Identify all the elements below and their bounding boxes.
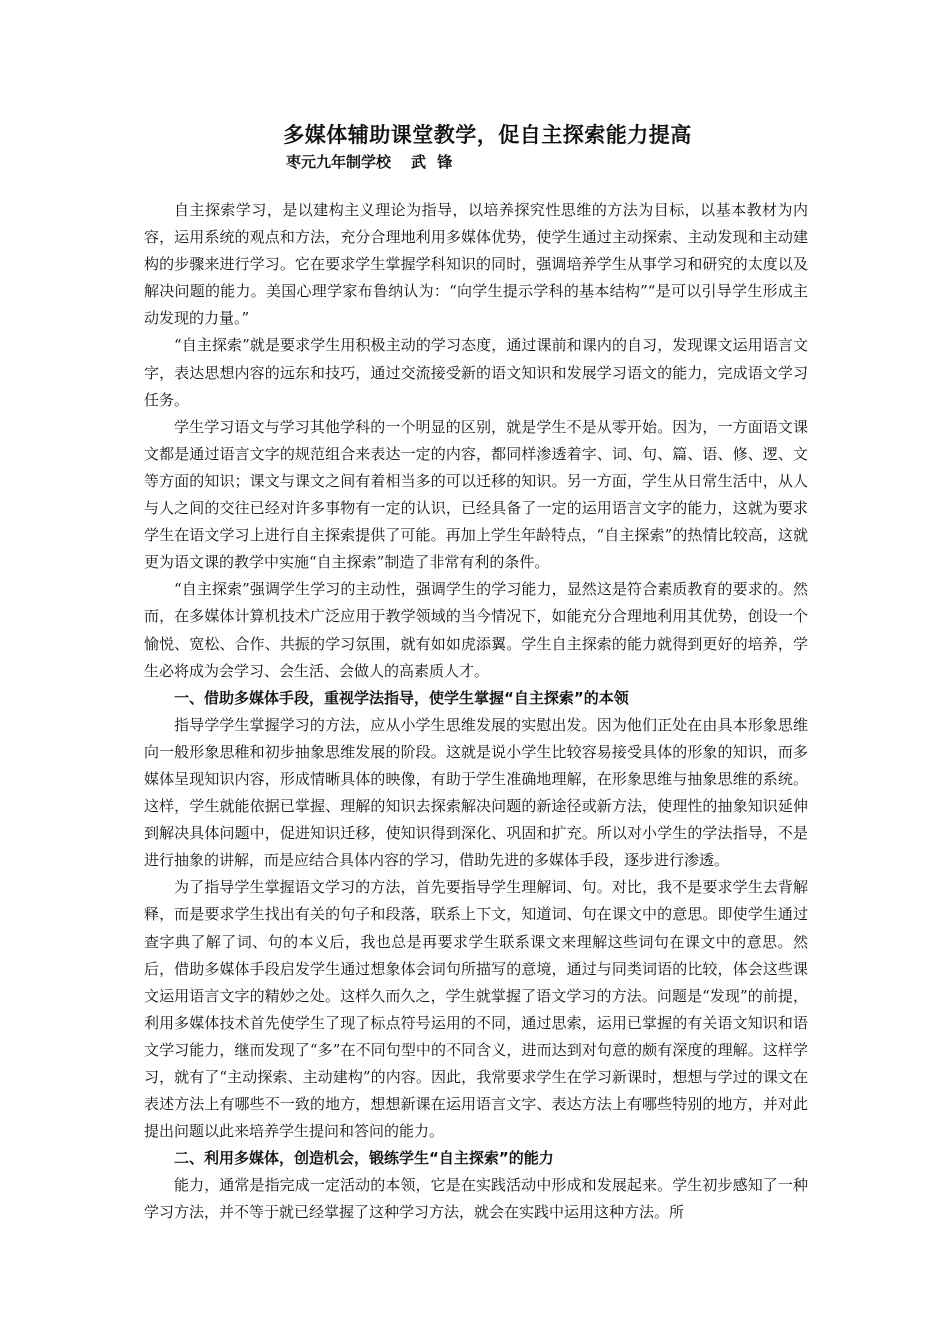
article-body: [144, 197, 808, 1227]
paragraph-ability: 能力，通常是指完成一定活动的本领，它是在实践活动中形成和发展起来。学生初步感知了一种学习方法，并不等于就已经掌握了这种学习方法，就会在实践中运用这种方法。所: [144, 1176, 808, 1222]
paragraph-intro: 自主探索学习，是以建构主义理论为指导，以培养探究性思维的方法为目标，以基本教材为内容，运用系统的观点和方法，充分合理地利用多媒体优势，使学生通过主动探索、主动发现和主动建构的步骤来进行学习。它在要求学生掌握学科知识的同时，强调培养学生从事学习和研究的太度以及解决问题的能力。美国心理学家布鲁纳认为：“向学生提示学科的基本结构”“是可以引导学生形成主动发现的力量。”: [144, 201, 808, 328]
paragraph-words-sentences: 为了指导学生掌握语文学习的方法，首先要指导学生理解词、句。对比，我不是要求学生去背解释，而是要求学生找出有关的句子和段落，联系上下文，知道词、句在课文中的意思。即使学生通过查字典了解了词、句的本义后，我也总是再要求学生联系课文来理解这些词句在课文中的意思。然后，借助多媒体手段启发学生通过想象体会词句所描写的意境，通过与同类词语的比较，体会这些课文运用语言文字的精妙之处。这样久而久之，学生就掌握了语文学习的方法。问题是“发现”的前提，利用多媒体技术首先使学生了现了标点符号运用的不同，通过思索，运用已掌握的有关语文知识和语文学习能力，继而发现了“多”在不同句型中的不同含义，进而达到对句意的颇有深度的理解。这样学习，就有了“主动探索、主动建构”的内容。因此，我常要求学生在学习新课时，想想与学过的课文在表述方法上有哪些不一致的地方，想想新课在运用语言文字、表达方法上有哪些特别的地方，并对此提出问题以此来培养学生提问和答问的能力。: [144, 878, 808, 1141]
document-title: 多媒体辅助课堂教学，促自主探索能力提高: [283, 123, 692, 147]
school-name: 枣元九年制学校: [286, 153, 392, 171]
paragraph-multimedia: “自主探索”强调学生学习的主动性，强调学生的学习能力，显然这是符合素质教育的要求的。然而，在多媒体计算机技术广泛应用于教学领域的当今情况下，如能充分合理地利用其优势，创设一个愉悦、宽松、合作、共振的学习氛围，就有如如虎添翼。学生自主探索的能力就得到更好的培养，学生必将成为会学习、会生活、会做人的高素质人才。: [144, 580, 808, 680]
author-line: [286, 152, 455, 172]
section-heading-1: 一、借助多媒体手段，重视学法指导，使学生掌握“自主探索”的本领: [174, 688, 629, 707]
author-name: 武 锋: [411, 153, 456, 171]
paragraph-definition: “自主探索”就是要求学生用积极主动的学习态度，通过课前和课内的自习，发现课文运用语言文字，表达思想内容的远东和技巧，通过交流接受新的语文知识和发展学习语文的能力，完成语文学习任务。: [144, 336, 808, 409]
paragraph-difference: 学生学习语文与学习其他学科的一个明显的区别，就是学生不是从零开始。因为，一方面语文课文都是通过语言文字的规范组合来表达一定的内容，都同样渗透着字、词、句、篇、语、修、逻、文等方面的知识；课文与课文之间有着相当多的可以迁移的知识。另一方面，学生从日常生活中，从人与人之间的交往已经对许多事物有一定的认识，已经具备了一定的运用语言文字的能力，这就为要求学生在语文学习上进行自主探索提供了可能。再加上学生年龄特点，“自主探索”的热情比较高，这就更为语文课的教学中实施“自主探索”制造了非常有利的条件。: [144, 417, 808, 572]
paragraph-method-guidance: 指导学学生掌握学习的方法，应从小学生思维发展的实慰出发。因为他们正处在由具本形象思维向一般形象思稚和初步抽象思维发展的阶段。这就是说小学生比较容易接受具体的形象的知识，而多媒体呈现知识内容，形成情晰具体的映像，有助于学生准确地理解，在形象思维与抽象思维的系统。这样，学生就能依据已掌握、理解的知识去探索解决问题的新途径或新方法，使理性的抽象知识延伸到解决具体问题中，促进知识迁移，使知识得到深化、巩固和扩充。所以对小学生的学法指导，不是进行抽象的讲解，而是应结合具体内容的学习，借助先进的多媒体手段，逐步进行渗透。: [144, 715, 808, 870]
section-heading-2: 二、利用多媒体，创造机会，锻练学生“自主探索”的能力: [174, 1149, 554, 1168]
